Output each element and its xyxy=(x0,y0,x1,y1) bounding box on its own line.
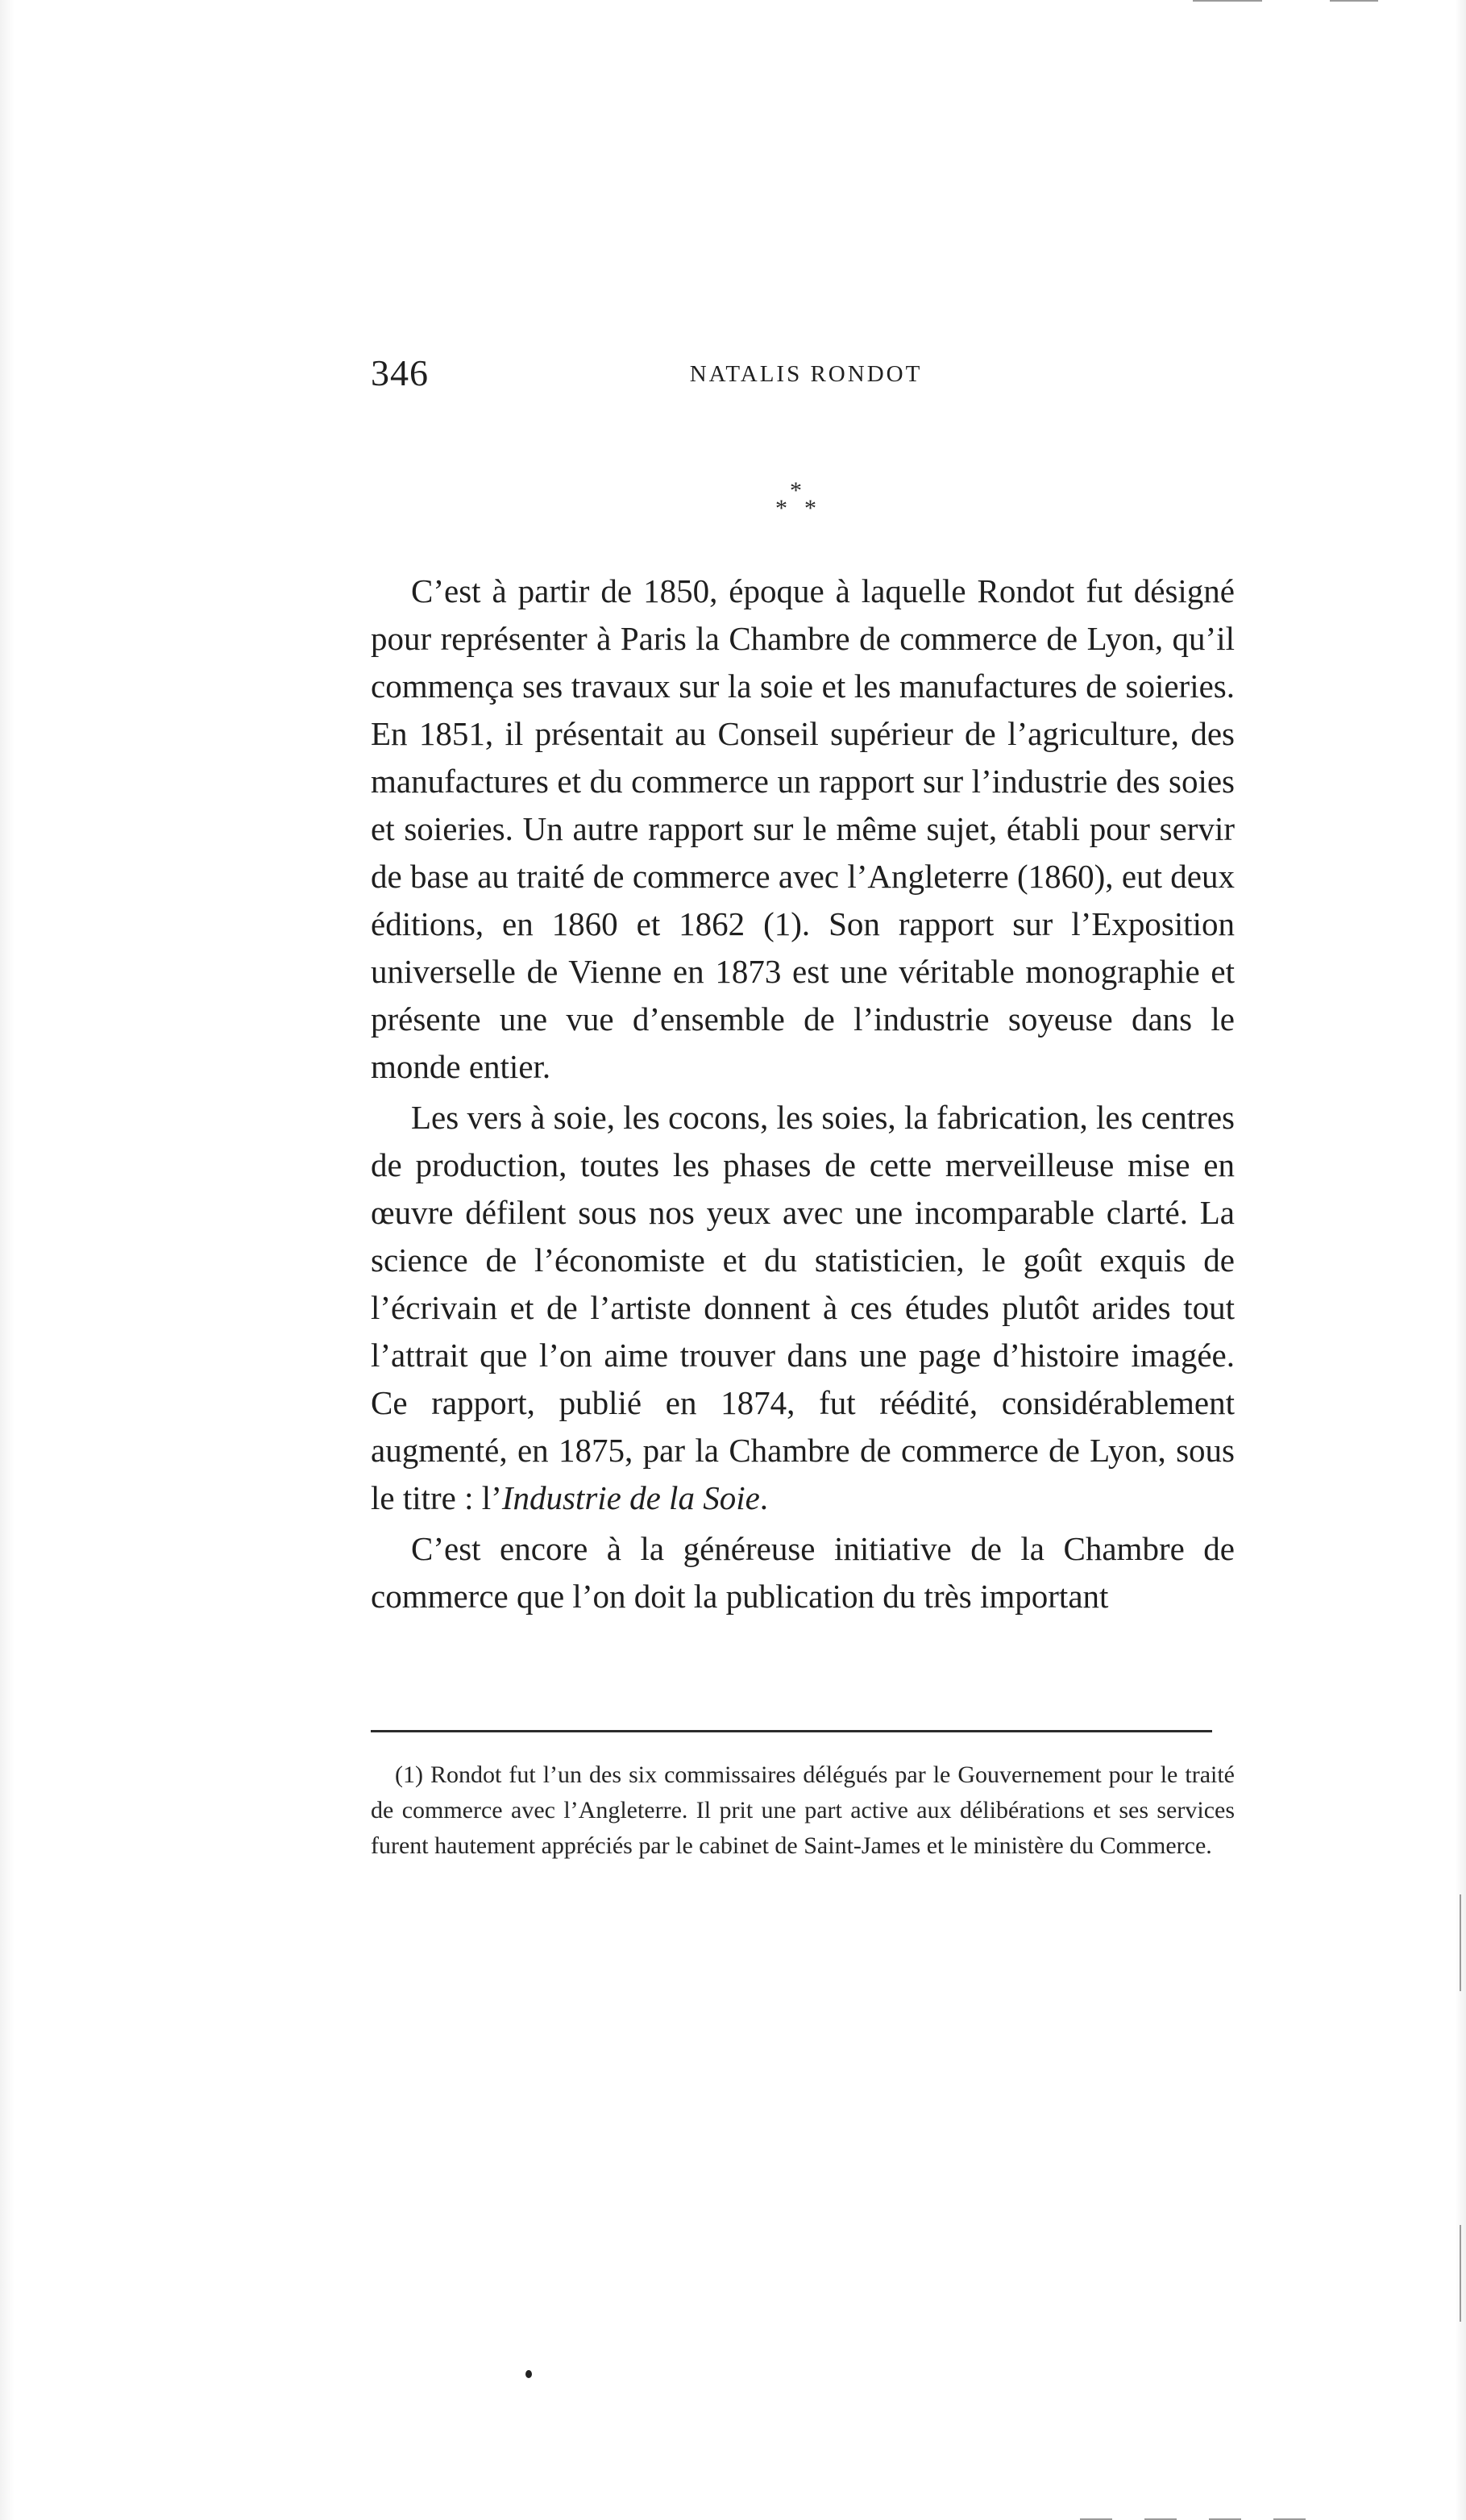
asterism-star: * xyxy=(804,495,816,522)
paragraph-3: C’est encore à la généreuse initiative de la Chambre de commerce que l’on doit la publication du très important xyxy=(371,1530,1235,1615)
paragraph-2-text: Les vers à soie, les cocons, les soies, la fabrication, les centres de production, toutes les phases de cette merveilleuse mise en œuvre défilent sous nos yeux avec une incomparable clarté. La science de l’économiste et du statisticien, le goût exquis de l’écrivain et de l’artiste donnent à ces études plutôt arides tout l’attrait que l’on aime trouver dans une page d’histoire imagée. Ce rapport, publié en 1874, fut réédité, considérablement augmenté, en 1875, par la Chambre de commerce de Lyon, sous le titre : l’ xyxy=(371,1099,1235,1516)
book-title: Industrie de la Soie xyxy=(501,1479,760,1516)
scan-edge-mark xyxy=(1460,2225,1461,2322)
scan-edge-mark xyxy=(1330,0,1378,2)
paragraph-2-end: . xyxy=(759,1479,769,1516)
paragraph-1: C’est à partir de 1850, époque à laquelle Rondot fut désigné pour représenter à Paris la Chambre de commerce de Lyon, qu’il commença ses travaux sur la soie et les manufactures de soieries. En 1851, il présentait au Conseil supérieur de l’agriculture, des manufactures et du commerce un rapport sur l’industrie des soies et soieries. Un autre rapport sur le même sujet, établi pour servir de base au traité de commerce avec l’Angleterre (1860), eut deux éditions, en 1860 et 1862 (1). Son rapport sur l’Exposition universelle de Vienne en 1873 est une véritable monographie et présente une vue d’ensemble de l’industrie soyeuse dans le monde entier. xyxy=(371,572,1235,1085)
scan-edge-mark xyxy=(1193,0,1262,2)
footnote: (1) Rondot fut l’un des six commissaires délégués par le Gouvernement pour le traité de commerce avec l’Angleterre. Il prit une part active aux délibérations et ses services furent hautement appréciés par le cabinet de Saint-James et le ministère du Commerce. xyxy=(371,1761,1235,1859)
ink-dot xyxy=(525,2370,532,2378)
body-text xyxy=(371,568,1235,1624)
page-number: 346 xyxy=(371,352,429,393)
asterism-star: * xyxy=(775,495,787,522)
paragraph-2 xyxy=(371,1094,1235,1522)
asterism-star: * xyxy=(790,477,802,504)
scan-right-edge xyxy=(1455,0,1466,2520)
section-asterism xyxy=(758,477,846,526)
footnote-rule xyxy=(371,1730,1212,1732)
scan-left-edge xyxy=(0,0,15,2520)
scan-edge-mark xyxy=(1460,1894,1461,1991)
running-head xyxy=(371,351,1241,400)
running-title: NATALIS RONDOT xyxy=(689,361,923,387)
